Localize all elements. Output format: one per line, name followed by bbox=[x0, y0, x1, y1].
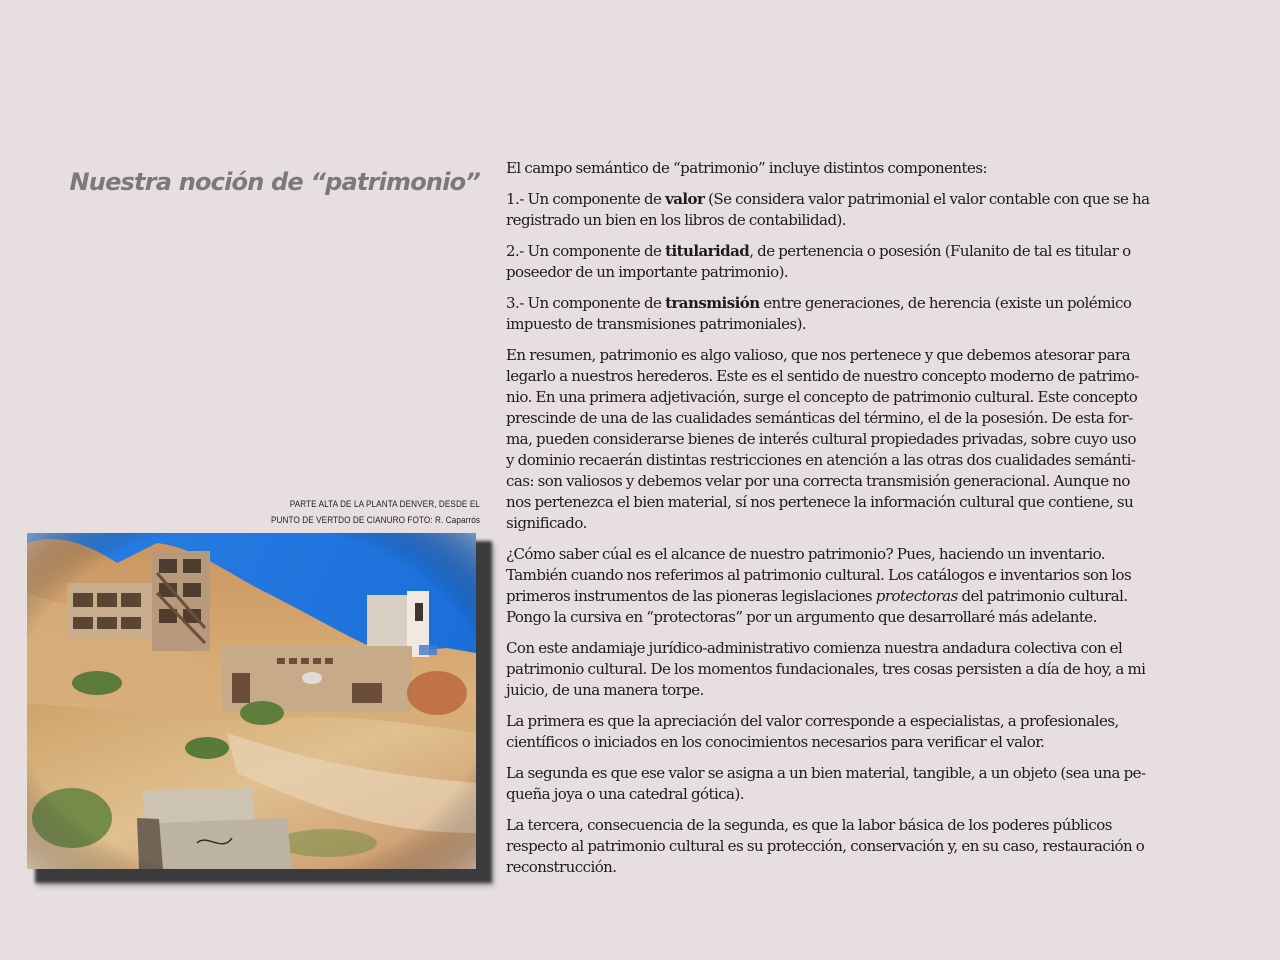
paragraph bbox=[506, 763, 1222, 805]
text-run: legarlo a nuestros herederos. Este es el sentido de nuestro concepto moderno de patrimo- bbox=[506, 367, 1139, 385]
text-line bbox=[506, 836, 1222, 857]
photo-caption bbox=[239, 497, 480, 529]
text-run: (Se considera valor patrimonial el valor contable con que se ha bbox=[704, 190, 1150, 208]
text-line bbox=[506, 189, 1222, 210]
text-line bbox=[506, 241, 1222, 262]
text-run: Pongo la cursiva en “protectoras” por un argumento que desarrollaré más adelante. bbox=[506, 608, 1097, 626]
text-run: En resumen, patrimonio es algo valioso, que nos pertenece y que debemos atesorar para bbox=[506, 346, 1130, 364]
text-run: reconstrucción. bbox=[506, 858, 617, 876]
bold-term: valor bbox=[665, 190, 705, 208]
text-run: significado. bbox=[506, 514, 587, 532]
text-line bbox=[506, 429, 1222, 450]
text-run: Con este andamiaje jurídico-administrativo comienza nuestra andadura colectiva con el bbox=[506, 639, 1123, 657]
paragraph bbox=[506, 711, 1222, 753]
text-run: científicos o iniciados en los conocimientos necesarios para verificar el valor. bbox=[506, 733, 1045, 751]
text-run: La tercera, consecuencia de la segunda, es que la labor básica de los poderes públicos bbox=[506, 816, 1112, 834]
text-line bbox=[506, 314, 1222, 335]
text-line bbox=[506, 544, 1222, 565]
bold-term: titularidad bbox=[665, 242, 750, 260]
text-run: prescinde de una de las cualidades semánticas del término, el de la posesión. De esta for- bbox=[506, 409, 1133, 427]
paragraph bbox=[506, 638, 1222, 701]
text-run: nos pertenezca el bien material, sí nos pertenece la información cultural que contiene, su bbox=[506, 493, 1134, 511]
text-run: También cuando nos referimos al patrimonio cultural. Los catálogos e inventarios son los bbox=[506, 566, 1132, 584]
text-line bbox=[506, 366, 1222, 387]
text-run: ma, pueden considerarse bienes de interés cultural propiedades privadas, sobre cuyo uso bbox=[506, 430, 1136, 448]
text-line bbox=[506, 210, 1222, 231]
text-run: primeros instrumentos de las pioneras legislaciones bbox=[506, 587, 876, 605]
italic-term: protectoras bbox=[875, 587, 958, 605]
text-run: juicio, de una manera torpe. bbox=[506, 681, 704, 699]
text-line bbox=[506, 732, 1222, 753]
text-line bbox=[506, 450, 1222, 471]
paragraph bbox=[506, 241, 1222, 283]
text-line bbox=[506, 815, 1222, 836]
paragraph bbox=[506, 189, 1222, 231]
text-run: entre generaciones, de herencia (existe un polémico bbox=[759, 294, 1132, 312]
text-line bbox=[506, 607, 1222, 628]
text-line bbox=[506, 638, 1222, 659]
text-line bbox=[506, 408, 1222, 429]
text-line bbox=[506, 763, 1222, 784]
text-line bbox=[506, 586, 1222, 607]
text-run: impuesto de transmisiones patrimoniales). bbox=[506, 315, 807, 333]
text-line bbox=[506, 565, 1222, 586]
text-line bbox=[506, 471, 1222, 492]
text-line bbox=[506, 659, 1222, 680]
bold-term: transmisión bbox=[665, 294, 760, 312]
text-run: 2.- Un componente de bbox=[506, 242, 666, 260]
text-line bbox=[506, 345, 1222, 366]
text-line bbox=[506, 293, 1222, 314]
paragraph bbox=[506, 345, 1222, 534]
text-run: La primera es que la apreciación del valor corresponde a especialistas, a profesionales, bbox=[506, 712, 1119, 730]
text-run: 1.- Un componente de bbox=[506, 190, 666, 208]
article-body bbox=[506, 158, 1222, 888]
text-run: queña joya o una catedral gótica). bbox=[506, 785, 744, 803]
text-line bbox=[506, 492, 1222, 513]
paragraph bbox=[506, 293, 1222, 335]
text-run: registrado un bien en los libros de contabilidad). bbox=[506, 211, 847, 229]
text-line bbox=[506, 513, 1222, 534]
paragraph bbox=[506, 158, 1222, 179]
text-run: El campo semántico de “patrimonio” incluye distintos componentes: bbox=[506, 159, 987, 177]
text-run: cas: son valiosos y debemos velar por una correcta transmisión generacional. Aunque no bbox=[506, 472, 1130, 490]
paragraph bbox=[506, 815, 1222, 878]
photo-caption-line: PARTE ALTA DE LA PLANTA DENVER, DESDE EL bbox=[289, 499, 480, 510]
text-line bbox=[506, 262, 1222, 283]
text-run: respecto al patrimonio cultural es su protección, conservación y, en su caso, restauración o bbox=[506, 837, 1145, 855]
photo-caption-line: PUNTO DE VERTDO DE CIANURO FOTO: R. Caparrós bbox=[271, 515, 480, 526]
section-title: Nuestra noción de “patrimonio” bbox=[69, 167, 480, 196]
paragraph bbox=[506, 544, 1222, 628]
text-run: patrimonio cultural. De los momentos fundacionales, tres cosas persisten a día de hoy, a mi bbox=[506, 660, 1146, 678]
text-run: La segunda es que ese valor se asigna a un bien material, tangible, a un objeto (sea una pe- bbox=[506, 764, 1146, 782]
text-line bbox=[506, 680, 1222, 701]
photo-illustration bbox=[27, 533, 476, 869]
text-run: , de pertenencia o posesión (Fulanito de tal es titular o bbox=[749, 242, 1131, 260]
text-run: 3.- Un componente de bbox=[506, 294, 666, 312]
text-run: poseedor de un importante patrimonio). bbox=[506, 263, 789, 281]
text-line bbox=[506, 711, 1222, 732]
text-run: y dominio recaerán distintas restricciones en atención a las otras dos cualidades semánti- bbox=[506, 451, 1136, 469]
text-line bbox=[506, 857, 1222, 878]
text-run: del patrimonio cultural. bbox=[957, 587, 1128, 605]
text-run: ¿Cómo saber cúal es el alcance de nuestro patrimonio? Pues, haciendo un inventario. bbox=[506, 545, 1105, 563]
photo-planta-denver bbox=[27, 533, 476, 869]
text-line bbox=[506, 387, 1222, 408]
text-run: nio. En una primera adjetivación, surge el concepto de patrimonio cultural. Este concepto bbox=[506, 388, 1138, 406]
text-line bbox=[506, 784, 1222, 805]
text-line bbox=[506, 158, 1222, 179]
